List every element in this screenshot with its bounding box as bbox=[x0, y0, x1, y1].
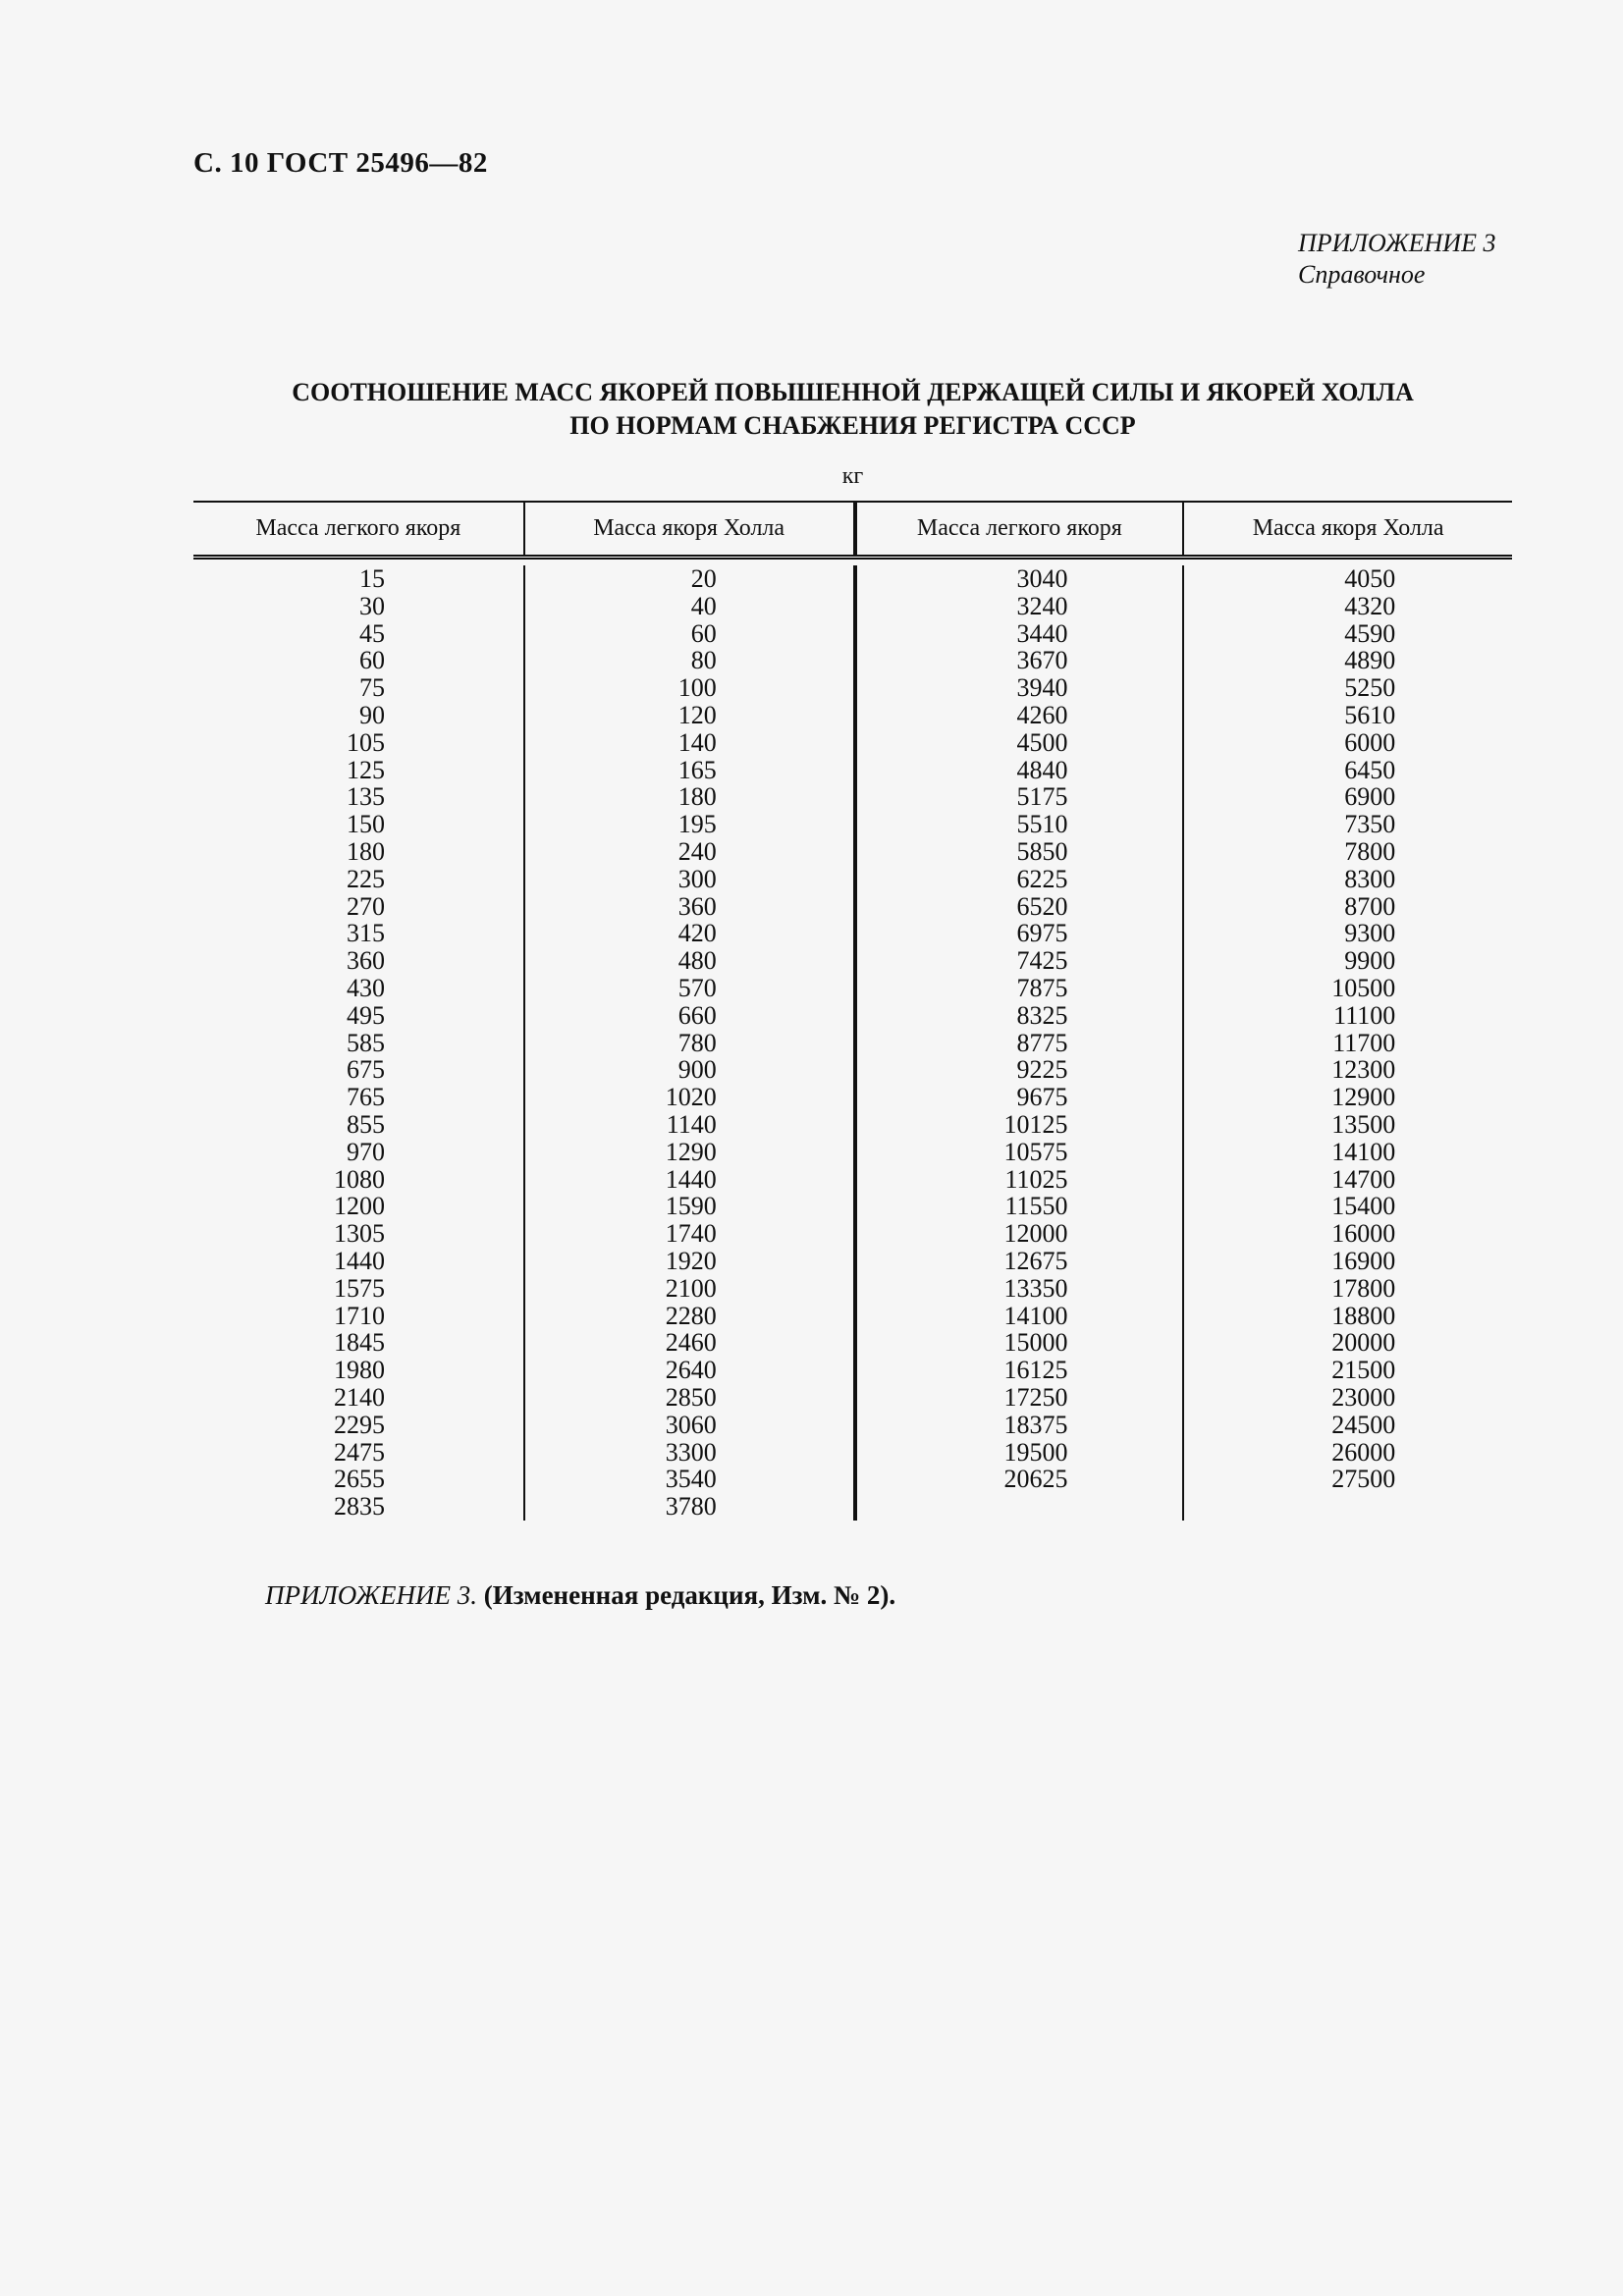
cell-right-light-anchor: 15000 bbox=[1003, 1328, 1068, 1358]
cell-right-light-anchor: 5175 bbox=[1016, 782, 1068, 812]
cell-left-light-anchor: 30 bbox=[359, 591, 385, 620]
cell-right-hall-anchor: 11700 bbox=[1332, 1028, 1396, 1057]
cell-left-light-anchor: 150 bbox=[347, 810, 385, 839]
cell-left-hall-anchor: 195 bbox=[677, 810, 717, 839]
cell-left-light-anchor: 360 bbox=[347, 946, 385, 976]
cell-right-hall-anchor: 9300 bbox=[1344, 919, 1396, 948]
cell-right-hall-anchor: 16000 bbox=[1331, 1219, 1396, 1249]
cell-left-light-anchor: 1980 bbox=[334, 1356, 385, 1385]
cell-left-hall-anchor: 100 bbox=[677, 673, 717, 703]
cell-left-light-anchor: 585 bbox=[347, 1028, 385, 1057]
column-left-light-anchor bbox=[193, 565, 523, 1521]
cell-left-light-anchor: 60 bbox=[359, 646, 385, 675]
cell-left-light-anchor: 1200 bbox=[334, 1192, 385, 1221]
cell-right-light-anchor: 10575 bbox=[1003, 1137, 1068, 1166]
cell-right-light-anchor: 17250 bbox=[1003, 1382, 1068, 1412]
cell-left-light-anchor: 15 bbox=[359, 564, 385, 593]
cell-right-light-anchor: 8325 bbox=[1016, 1000, 1068, 1030]
cell-right-hall-anchor: 24500 bbox=[1331, 1410, 1396, 1439]
cell-left-light-anchor: 125 bbox=[347, 755, 385, 784]
cell-right-hall-anchor: 13500 bbox=[1331, 1109, 1396, 1139]
cell-left-hall-anchor: 3780 bbox=[665, 1492, 717, 1522]
cell-right-hall-anchor: 20000 bbox=[1331, 1328, 1396, 1358]
cell-left-light-anchor: 2295 bbox=[334, 1410, 385, 1439]
cell-left-hall-anchor: 20 bbox=[690, 564, 717, 593]
cell-right-light-anchor: 5510 bbox=[1016, 810, 1068, 839]
cell-left-hall-anchor: 660 bbox=[677, 1000, 717, 1030]
cell-right-hall-anchor: 15400 bbox=[1331, 1192, 1396, 1221]
cell-left-hall-anchor: 60 bbox=[690, 618, 717, 648]
cell-left-hall-anchor: 140 bbox=[677, 727, 717, 757]
cell-left-light-anchor: 675 bbox=[347, 1055, 385, 1085]
cell-left-hall-anchor: 2460 bbox=[665, 1328, 717, 1358]
cell-left-hall-anchor: 2850 bbox=[665, 1382, 717, 1412]
appendix-title: ПРИЛОЖЕНИЕ 3 bbox=[1298, 229, 1496, 257]
cell-right-light-anchor: 11550 bbox=[1004, 1192, 1068, 1221]
cell-left-hall-anchor: 300 bbox=[677, 864, 717, 893]
cell-right-hall-anchor: 11100 bbox=[1333, 1000, 1396, 1030]
cell-left-hall-anchor: 1140 bbox=[666, 1109, 717, 1139]
cell-left-hall-anchor: 1920 bbox=[665, 1246, 717, 1275]
footnote-revision: (Измененная редакция, Изм. № 2). bbox=[483, 1580, 896, 1610]
cell-left-hall-anchor: 3300 bbox=[665, 1437, 717, 1467]
cell-left-hall-anchor: 180 bbox=[677, 782, 717, 812]
cell-left-light-anchor: 855 bbox=[347, 1109, 385, 1139]
cell-left-hall-anchor: 240 bbox=[677, 836, 717, 866]
cell-right-light-anchor: 16125 bbox=[1003, 1356, 1068, 1385]
cell-left-light-anchor: 105 bbox=[347, 727, 385, 757]
cell-left-hall-anchor: 40 bbox=[690, 591, 717, 620]
cell-right-hall-anchor: 10500 bbox=[1331, 973, 1396, 1002]
cell-right-hall-anchor: 17800 bbox=[1331, 1273, 1396, 1303]
cell-right-light-anchor: 12000 bbox=[1003, 1219, 1068, 1249]
cell-left-light-anchor: 2475 bbox=[334, 1437, 385, 1467]
cell-right-hall-anchor: 6900 bbox=[1344, 782, 1396, 812]
table-header bbox=[193, 501, 1512, 560]
cell-right-hall-anchor: 21500 bbox=[1331, 1356, 1396, 1385]
cell-left-hall-anchor: 2280 bbox=[665, 1301, 717, 1330]
cell-right-light-anchor: 10125 bbox=[1003, 1109, 1068, 1139]
cell-left-hall-anchor: 165 bbox=[677, 755, 717, 784]
cell-right-light-anchor: 13350 bbox=[1003, 1273, 1068, 1303]
cell-left-light-anchor: 180 bbox=[347, 836, 385, 866]
cell-left-light-anchor: 45 bbox=[359, 618, 385, 648]
cell-left-hall-anchor: 570 bbox=[677, 973, 717, 1002]
cell-right-hall-anchor: 6450 bbox=[1344, 755, 1396, 784]
cell-left-light-anchor: 765 bbox=[347, 1083, 385, 1112]
column-right-light-anchor bbox=[853, 565, 1183, 1521]
cell-right-hall-anchor: 6000 bbox=[1344, 727, 1396, 757]
column-header: Масса якоря Холла bbox=[1182, 503, 1512, 555]
cell-left-light-anchor: 225 bbox=[347, 864, 385, 893]
footnote bbox=[265, 1580, 895, 1611]
cell-left-light-anchor: 2655 bbox=[334, 1465, 385, 1494]
table-body bbox=[193, 560, 1512, 1521]
cell-right-hall-anchor: 7800 bbox=[1344, 836, 1396, 866]
cell-left-light-anchor: 1440 bbox=[334, 1246, 385, 1275]
cell-left-hall-anchor: 3060 bbox=[665, 1410, 717, 1439]
cell-right-light-anchor: 4260 bbox=[1016, 700, 1068, 729]
cell-right-light-anchor: 19500 bbox=[1003, 1437, 1068, 1467]
cell-right-hall-anchor: 4890 bbox=[1344, 646, 1396, 675]
document-title-line2: ПО НОРМАМ СНАБЖЕНИЯ РЕГИСТРА СССР bbox=[569, 411, 1136, 440]
cell-left-light-anchor: 1575 bbox=[334, 1273, 385, 1303]
cell-right-light-anchor: 3670 bbox=[1016, 646, 1068, 675]
cell-left-light-anchor: 270 bbox=[347, 891, 385, 921]
document-title bbox=[193, 376, 1512, 443]
cell-left-light-anchor: 970 bbox=[347, 1137, 385, 1166]
column-right-hall-anchor bbox=[1182, 565, 1512, 1521]
cell-left-light-anchor: 2140 bbox=[334, 1382, 385, 1412]
appendix-label bbox=[1298, 228, 1495, 291]
column-header: Масса легкого якоря bbox=[853, 503, 1183, 555]
page-header: С. 10 ГОСТ 25496—82 bbox=[193, 147, 488, 179]
cell-left-hall-anchor: 2100 bbox=[665, 1273, 717, 1303]
cell-right-light-anchor: 6975 bbox=[1016, 919, 1068, 948]
cell-left-hall-anchor: 2640 bbox=[665, 1356, 717, 1385]
column-header: Масса якоря Холла bbox=[523, 503, 853, 555]
cell-right-light-anchor: 11025 bbox=[1004, 1164, 1068, 1194]
cell-left-light-anchor: 1305 bbox=[334, 1219, 385, 1249]
cell-left-hall-anchor: 1590 bbox=[665, 1192, 717, 1221]
cell-right-light-anchor: 3240 bbox=[1016, 591, 1068, 620]
cell-right-light-anchor: 3440 bbox=[1016, 618, 1068, 648]
cell-left-light-anchor: 315 bbox=[347, 919, 385, 948]
cell-left-light-anchor: 90 bbox=[359, 700, 385, 729]
cell-left-hall-anchor: 1440 bbox=[665, 1164, 717, 1194]
cell-right-hall-anchor: 12300 bbox=[1331, 1055, 1396, 1085]
appendix-subtitle: Справочное bbox=[1298, 260, 1426, 289]
cell-left-hall-anchor: 480 bbox=[677, 946, 717, 976]
cell-right-light-anchor: 9225 bbox=[1016, 1055, 1068, 1085]
column-header: Масса легкого якоря bbox=[255, 515, 461, 541]
cell-left-hall-anchor: 360 bbox=[677, 891, 717, 921]
cell-right-hall-anchor: 23000 bbox=[1331, 1382, 1396, 1412]
cell-right-light-anchor: 4840 bbox=[1016, 755, 1068, 784]
cell-left-light-anchor: 495 bbox=[347, 1000, 385, 1030]
cell-left-light-anchor: 1845 bbox=[334, 1328, 385, 1358]
cell-right-light-anchor: 7425 bbox=[1016, 946, 1068, 976]
cell-right-light-anchor: 4500 bbox=[1016, 727, 1068, 757]
document-title-line1: СООТНОШЕНИЕ МАСС ЯКОРЕЙ ПОВЫШЕННОЙ ДЕРЖАЩЕЙ СИЛЫ И ЯКОРЕЙ ХОЛЛА bbox=[292, 378, 1414, 406]
cell-right-hall-anchor: 4050 bbox=[1344, 564, 1396, 593]
cell-left-light-anchor: 1080 bbox=[334, 1164, 385, 1194]
cell-left-hall-anchor: 3540 bbox=[665, 1465, 717, 1494]
cell-left-light-anchor: 2835 bbox=[334, 1492, 385, 1522]
cell-right-hall-anchor: 12900 bbox=[1331, 1083, 1396, 1112]
cell-right-hall-anchor: 18800 bbox=[1331, 1301, 1396, 1330]
cell-left-hall-anchor: 900 bbox=[677, 1055, 717, 1085]
cell-right-light-anchor: 3040 bbox=[1016, 564, 1068, 593]
cell-right-hall-anchor: 8300 bbox=[1344, 864, 1396, 893]
cell-left-hall-anchor: 1290 bbox=[665, 1137, 717, 1166]
mass-table bbox=[193, 501, 1512, 1521]
cell-left-light-anchor: 135 bbox=[347, 782, 385, 812]
cell-right-hall-anchor: 4320 bbox=[1344, 591, 1396, 620]
cell-right-hall-anchor: 9900 bbox=[1344, 946, 1396, 976]
cell-left-hall-anchor: 1020 bbox=[665, 1083, 717, 1112]
cell-left-hall-anchor: 1740 bbox=[665, 1219, 717, 1249]
cell-right-light-anchor: 12675 bbox=[1003, 1246, 1068, 1275]
unit-label: кг bbox=[841, 463, 864, 489]
cell-left-hall-anchor: 120 bbox=[677, 700, 717, 729]
cell-right-light-anchor: 7875 bbox=[1016, 973, 1068, 1002]
column-left-hall-anchor bbox=[523, 565, 853, 1521]
cell-right-light-anchor: 3940 bbox=[1016, 673, 1068, 703]
cell-left-light-anchor: 75 bbox=[359, 673, 385, 703]
footnote-reference: ПРИЛОЖЕНИЕ 3. bbox=[265, 1580, 477, 1610]
cell-right-light-anchor: 9675 bbox=[1016, 1083, 1068, 1112]
cell-left-light-anchor: 1710 bbox=[334, 1301, 385, 1330]
cell-right-hall-anchor: 26000 bbox=[1331, 1437, 1396, 1467]
cell-right-hall-anchor: 16900 bbox=[1331, 1246, 1396, 1275]
cell-right-hall-anchor: 27500 bbox=[1331, 1465, 1396, 1494]
cell-left-light-anchor: 430 bbox=[347, 973, 385, 1002]
cell-right-light-anchor: 18375 bbox=[1003, 1410, 1068, 1439]
cell-right-hall-anchor: 14100 bbox=[1331, 1137, 1396, 1166]
cell-right-hall-anchor: 14700 bbox=[1331, 1164, 1396, 1194]
cell-right-light-anchor: 6225 bbox=[1016, 864, 1068, 893]
cell-left-hall-anchor: 780 bbox=[677, 1028, 717, 1057]
cell-right-light-anchor: 8775 bbox=[1016, 1028, 1068, 1057]
cell-right-light-anchor: 20625 bbox=[1003, 1465, 1068, 1494]
cell-right-hall-anchor: 5250 bbox=[1344, 673, 1396, 703]
cell-right-hall-anchor: 4590 bbox=[1344, 618, 1396, 648]
cell-right-light-anchor: 6520 bbox=[1016, 891, 1068, 921]
cell-right-light-anchor: 14100 bbox=[1003, 1301, 1068, 1330]
cell-right-hall-anchor: 7350 bbox=[1344, 810, 1396, 839]
cell-right-hall-anchor: 5610 bbox=[1344, 700, 1396, 729]
cell-right-light-anchor: 5850 bbox=[1016, 836, 1068, 866]
cell-right-hall-anchor: 8700 bbox=[1344, 891, 1396, 921]
cell-left-hall-anchor: 420 bbox=[677, 919, 717, 948]
cell-left-hall-anchor: 80 bbox=[690, 646, 717, 675]
